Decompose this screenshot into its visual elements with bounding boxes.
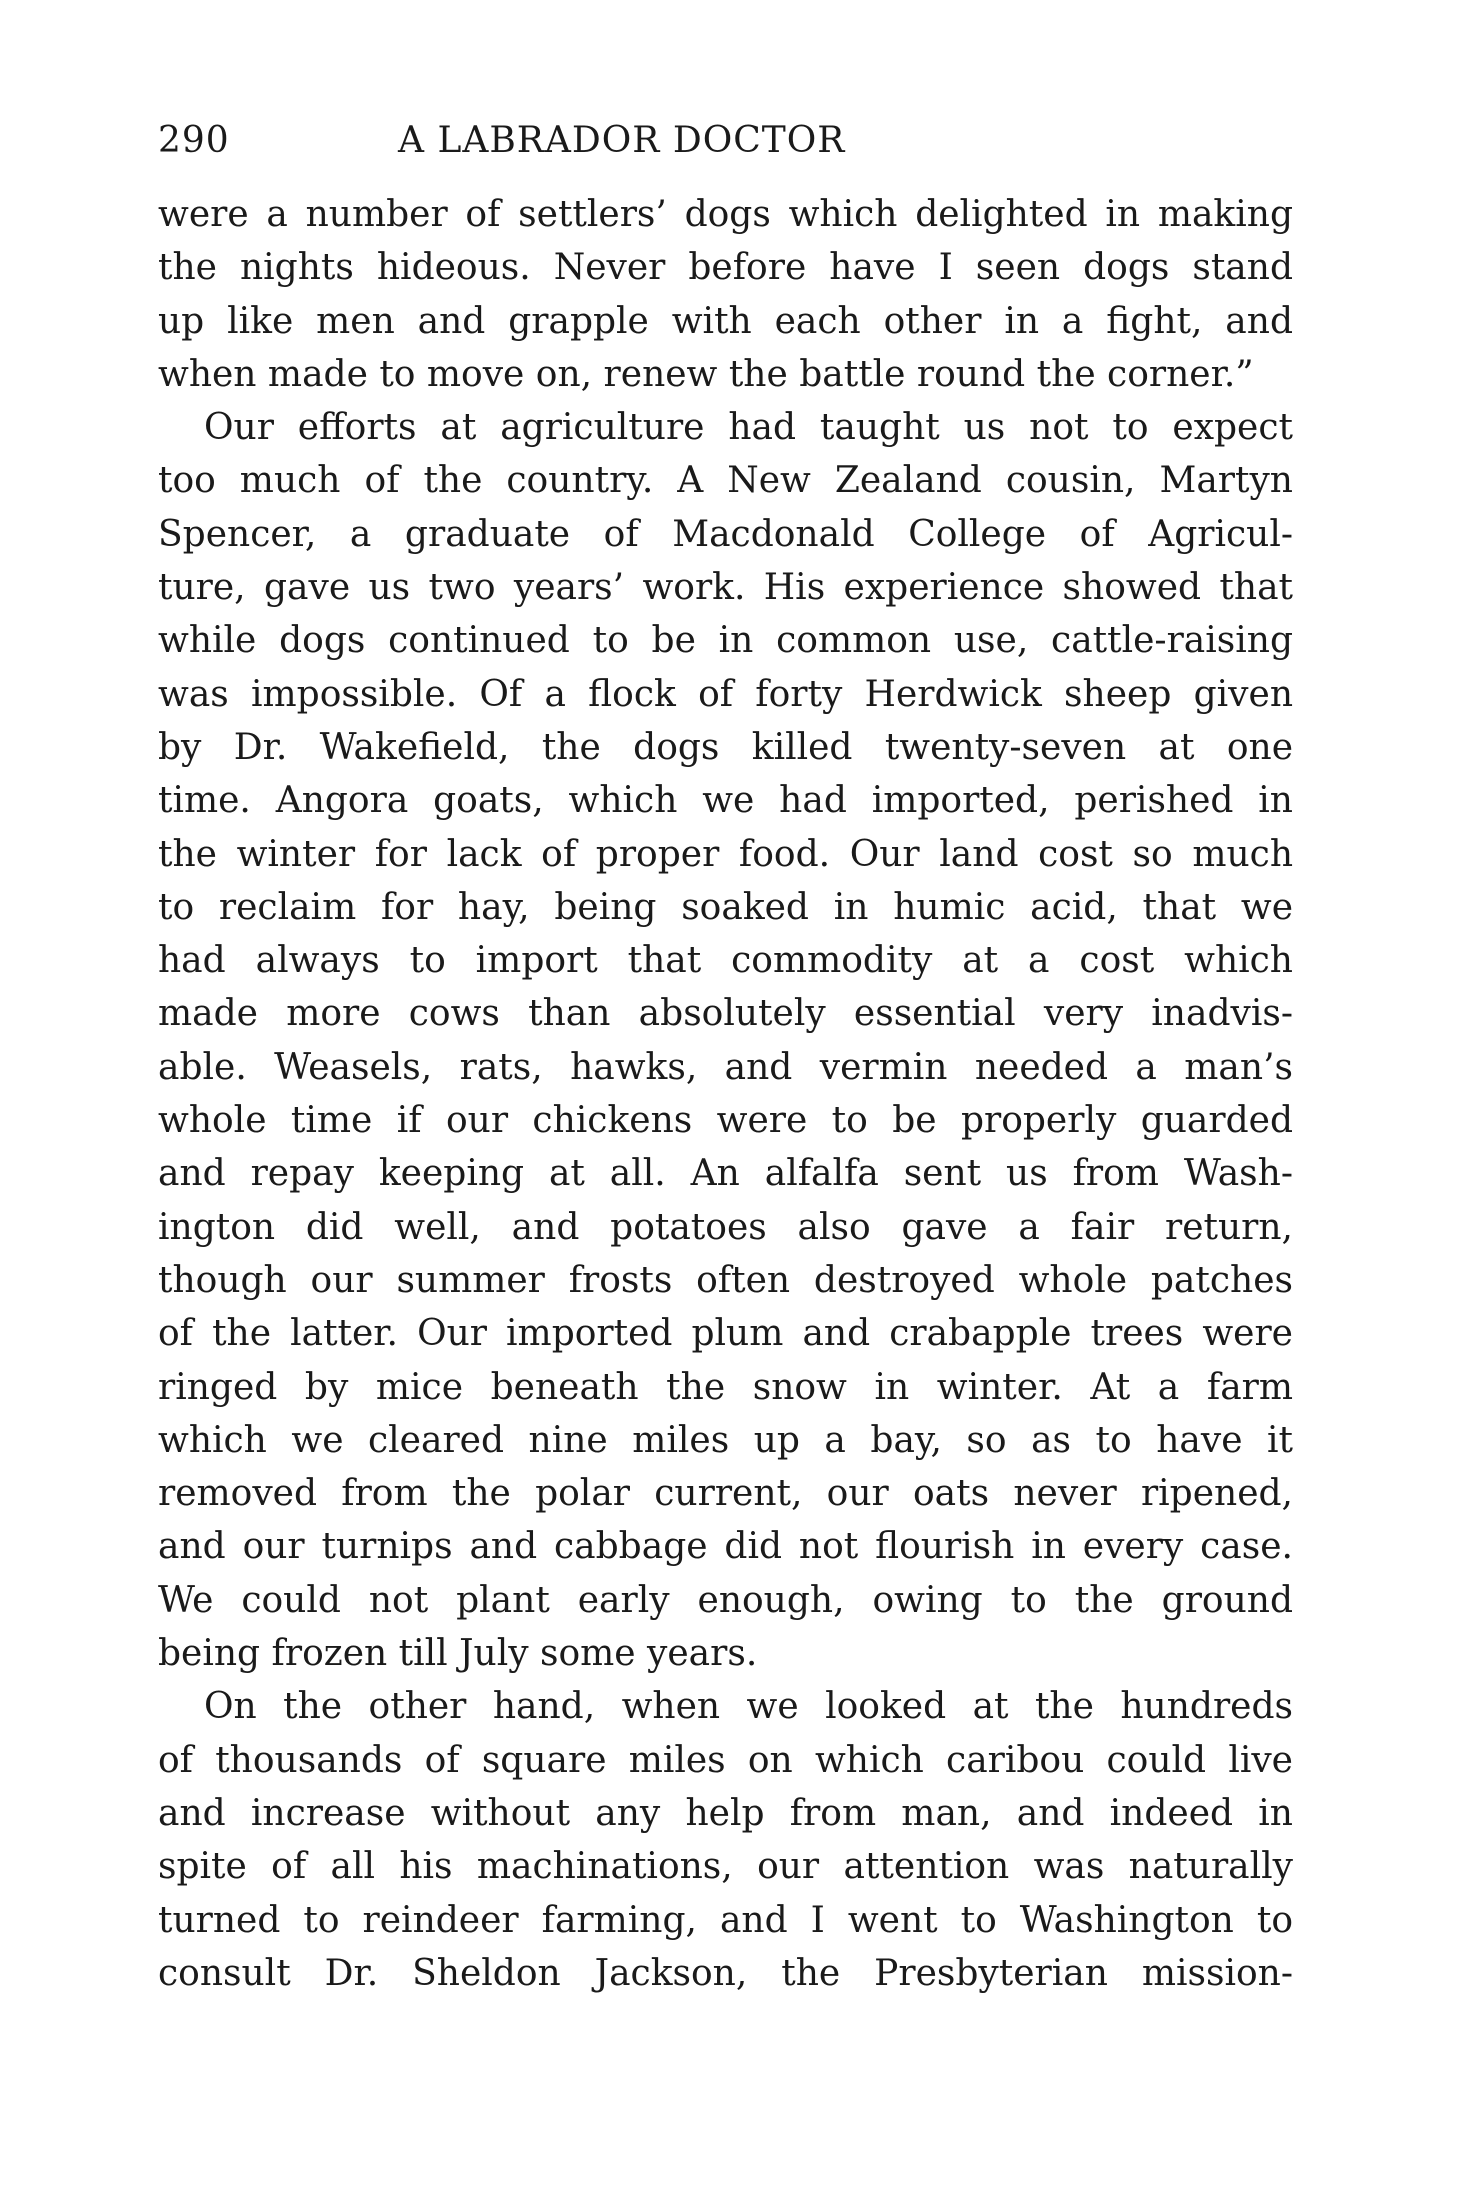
paragraph-start-line: Our efforts at agriculture had taught us not to expect: [204, 407, 1293, 449]
page-number: 290: [158, 120, 230, 161]
text-line: was impossible. Of a flock of forty Herdwick sheep given: [158, 673, 1293, 715]
text-line: turned to reindeer farming, and I went to Washington to: [158, 1899, 1293, 1941]
text-line: and repay keeping at all. An alfalfa sent us from Wash-: [158, 1153, 1293, 1195]
book-page: [158, 120, 1293, 2000]
text-line: spite of all his machinations, our attention was naturally: [158, 1846, 1293, 1888]
text-line: consult Dr. Sheldon Jackson, the Presbyterian mission-: [158, 1952, 1293, 1994]
text-line: ture, gave us two years’ work. His experience showed that: [158, 567, 1293, 609]
text-line: up like men and grapple with each other in a fight, and: [158, 300, 1293, 342]
text-line: too much of the country. A New Zealand cousin, Martyn: [158, 460, 1293, 502]
paragraph-start-line: On the other hand, when we looked at the hundreds: [204, 1686, 1293, 1728]
text-line: though our summer frosts often destroyed whole patches: [158, 1259, 1293, 1301]
text-line: and increase without any help from man, and indeed in: [158, 1792, 1293, 1834]
text-line: and our turnips and cabbage did not flourish in every case.: [158, 1526, 1293, 1568]
text-line: time. Angora goats, which we had imported, perished in: [158, 780, 1293, 822]
text-line: made more cows than absolutely essential very inadvis-: [158, 993, 1293, 1035]
text-line: by Dr. Wakefield, the dogs killed twenty-seven at one: [158, 726, 1293, 768]
text-line: ington did well, and potatoes also gave a fair return,: [158, 1206, 1293, 1248]
text-line: of the latter. Our imported plum and crabapple trees were: [158, 1313, 1293, 1355]
text-line: were a number of settlers’ dogs which delighted in making: [158, 194, 1293, 235]
text-line: removed from the polar current, our oats never ripened,: [158, 1473, 1293, 1515]
running-head: [158, 120, 1293, 180]
text-line: the nights hideous. Never before have I seen dogs stand: [158, 247, 1293, 289]
text-line: the winter for lack of proper food. Our land cost so much: [158, 833, 1293, 875]
text-line: being frozen till July some years.: [158, 1633, 758, 1675]
text-line: able. Weasels, rats, hawks, and vermin needed a man’s: [158, 1046, 1293, 1088]
body-text: [158, 188, 1293, 2000]
text-line: which we cleared nine miles up a bay, so as to have it: [158, 1419, 1293, 1461]
text-line: of thousands of square miles on which caribou could live: [158, 1739, 1293, 1781]
text-line: to reclaim for hay, being soaked in humic acid, that we: [158, 886, 1293, 928]
text-line: had always to import that commodity at a cost which: [158, 940, 1293, 982]
text-line: Spencer, a graduate of Macdonald College of Agricul-: [158, 513, 1293, 555]
text-line: whole time if our chickens were to be properly guarded: [158, 1100, 1293, 1142]
text-line: while dogs continued to be in common use, cattle-raising: [158, 620, 1293, 662]
text-line: ringed by mice beneath the snow in winter. At a farm: [158, 1366, 1293, 1408]
running-title: A LABRADOR DOCTOR: [398, 120, 846, 161]
text-line: when made to move on, renew the battle round the corner.”: [158, 353, 1254, 395]
text-line: We could not plant early enough, owing to the ground: [158, 1579, 1293, 1621]
